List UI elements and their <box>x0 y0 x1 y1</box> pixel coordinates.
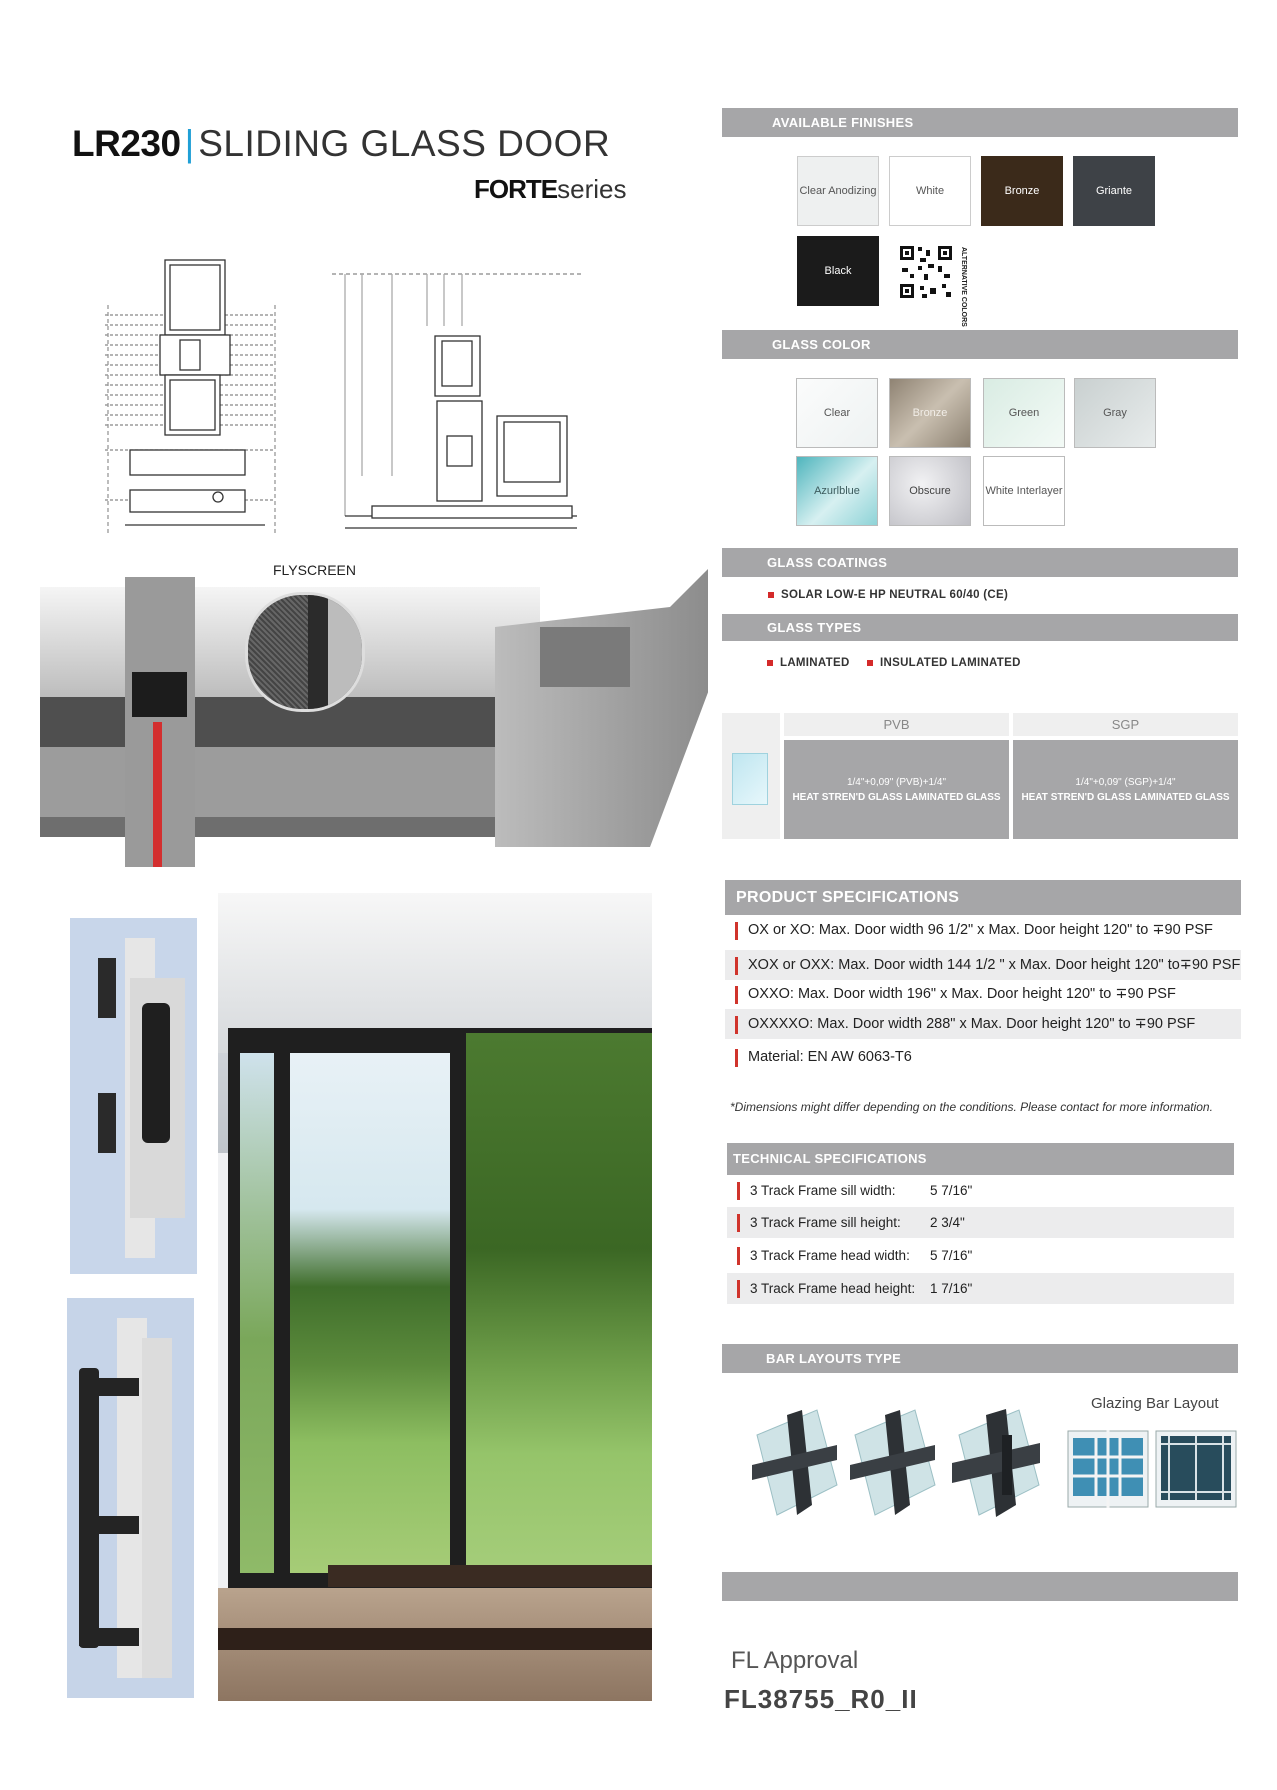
finish-swatch-black[interactable]: Black <box>797 236 879 306</box>
section-drawing-left <box>105 255 290 535</box>
technical-specifications-header: TECHNICAL SPECIFICATIONS <box>727 1143 1234 1175</box>
page-title <box>72 124 610 164</box>
glass-types-header: GLASS TYPES <box>722 614 1238 641</box>
glazing-bar-layout-title: Glazing Bar Layout <box>1091 1395 1219 1412</box>
flyscreen-detail-circle <box>245 592 365 712</box>
product-name: SLIDING GLASS DOOR <box>198 123 611 164</box>
laminate-pvb-desc: HEAT STREN'D GLASS LAMINATED GLASS <box>792 791 1001 803</box>
product-spec-row <box>725 1042 1241 1072</box>
row-marker <box>737 1280 740 1298</box>
glass-coating-item <box>768 589 1008 601</box>
product-spec-text: OXXXXO: Max. Door width 288" x Max. Door height 120" to ∓90 PSF <box>748 1016 1196 1032</box>
technical-spec-value: 1 7/16" <box>930 1281 973 1296</box>
glass-type-insulated-laminated: INSULATED LAMINATED <box>880 657 1021 669</box>
glass-swatch-azurlblue[interactable]: Azurlblue <box>796 456 878 526</box>
bullet-icon <box>768 592 774 598</box>
technical-spec-row <box>727 1240 1234 1271</box>
glass-coating-label: SOLAR LOW-E HP NEUTRAL 60/40 (CE) <box>781 589 1009 601</box>
glass-swatch-bronze[interactable]: Bronze <box>889 378 971 448</box>
glass-coatings-header: GLASS COATINGS <box>722 548 1238 577</box>
alternative-colors-qr-icon[interactable] <box>898 244 954 300</box>
footer-gray-bar <box>722 1572 1238 1601</box>
row-marker <box>735 1016 738 1034</box>
technical-spec-label: 3 Track Frame head height: <box>750 1281 916 1296</box>
product-spec-text: OXXO: Max. Door width 196" x Max. Door height 120" to ∓90 PSF <box>748 986 1176 1002</box>
row-marker <box>737 1214 740 1232</box>
frame-cutaway-illustration <box>40 567 708 867</box>
flyscreen-label: FLYSCREEN <box>273 562 356 578</box>
laminate-pvb-header: PVB <box>784 713 1009 736</box>
title-divider: | <box>184 123 195 164</box>
laminate-glass-thumbnail <box>722 713 780 839</box>
model-name: LR230 <box>72 123 181 164</box>
laminate-pvb-cell <box>784 740 1009 839</box>
available-finishes-header: AVAILABLE FINISHES <box>722 108 1238 137</box>
alternative-colors-caption <box>957 247 969 327</box>
technical-spec-row <box>727 1207 1234 1238</box>
series-bold: FORTE <box>474 174 558 204</box>
alternative-colors-label: ALTERNATIVE COLORS <box>960 247 967 327</box>
fl-approval-label: FL Approval <box>731 1647 859 1674</box>
row-marker <box>735 957 738 975</box>
finish-swatch-clear-anodizing[interactable]: Clear Anodizing <box>797 156 879 226</box>
technical-spec-value: 5 7/16" <box>930 1183 973 1198</box>
finish-swatch-bronze[interactable]: Bronze <box>981 156 1063 226</box>
glass-color-header: GLASS COLOR <box>722 330 1238 359</box>
glass-type-laminated: LAMINATED <box>780 657 850 669</box>
glass-swatch-obscure[interactable]: Obscure <box>889 456 971 526</box>
glass-swatch-clear[interactable]: Clear <box>796 378 878 448</box>
product-spec-row <box>725 915 1241 945</box>
laminate-sgp-spec: 1/4"+0,09" (SGP)+1/4" <box>1075 776 1176 788</box>
glazing-layout-grid-icon <box>1067 1430 1149 1508</box>
product-spec-row <box>725 950 1241 980</box>
glazing-bar-profile-3-icon <box>944 1405 1044 1525</box>
glazing-bar-profile-2-icon <box>840 1405 940 1525</box>
series-light: series <box>557 174 627 204</box>
interior-photo <box>218 893 652 1701</box>
row-marker <box>735 986 738 1004</box>
series-label <box>474 174 626 205</box>
fl-approval-code: FL38755_R0_II <box>724 1684 918 1714</box>
glass-type-item <box>867 657 1021 669</box>
product-spec-row <box>725 1009 1241 1039</box>
finish-swatch-griante[interactable]: Griante <box>1073 156 1155 226</box>
technical-spec-row <box>727 1273 1234 1304</box>
technical-spec-value: 2 3/4" <box>930 1215 965 1230</box>
glazing-bar-profile-1-icon <box>742 1405 842 1525</box>
technical-spec-value: 5 7/16" <box>930 1248 973 1263</box>
glass-swatch-green[interactable]: Green <box>983 378 1065 448</box>
glazing-layout-prairie-icon <box>1155 1430 1237 1508</box>
laminate-pvb-spec: 1/4"+0,09" (PVB)+1/4" <box>846 776 947 788</box>
product-spec-text: Material: EN AW 6063-T6 <box>748 1049 912 1065</box>
glass-swatch-gray[interactable]: Gray <box>1074 378 1156 448</box>
product-spec-text: XOX or OXX: Max. Door width 144 1/2 " x Max. Door height 120" to∓90 PSF <box>748 957 1241 973</box>
laminate-sgp-cell <box>1013 740 1238 839</box>
technical-spec-label: 3 Track Frame sill height: <box>750 1215 901 1230</box>
row-marker <box>735 1049 738 1067</box>
laminate-sgp-header: SGP <box>1013 713 1238 736</box>
technical-spec-label: 3 Track Frame head width: <box>750 1248 910 1263</box>
bar-layouts-header: BAR LAYOUTS TYPE <box>722 1344 1238 1373</box>
product-spec-text: OX or XO: Max. Door width 96 1/2" x Max. Door height 120" to ∓90 PSF <box>748 922 1213 938</box>
finish-swatch-white[interactable]: White <box>889 156 971 226</box>
row-marker <box>737 1247 740 1265</box>
dimensions-note: *Dimensions might differ depending on the conditions. Please contact for more information. <box>730 1100 1213 1114</box>
handle-photo-flush <box>70 918 197 1274</box>
product-specifications-header: PRODUCT SPECIFICATIONS <box>725 880 1241 915</box>
technical-spec-row <box>727 1175 1234 1206</box>
bullet-icon <box>867 660 873 666</box>
glass-swatch-white-interlayer[interactable]: White Interlayer <box>983 456 1065 526</box>
handle-photo-pull <box>67 1298 194 1698</box>
section-drawing-right <box>332 266 582 536</box>
technical-spec-label: 3 Track Frame sill width: <box>750 1183 896 1198</box>
laminate-sgp-desc: HEAT STREN'D GLASS LAMINATED GLASS <box>1021 791 1230 803</box>
glass-type-item <box>767 657 850 669</box>
row-marker <box>735 922 738 940</box>
row-marker <box>737 1182 740 1200</box>
product-spec-row <box>725 979 1241 1009</box>
bullet-icon <box>767 660 773 666</box>
